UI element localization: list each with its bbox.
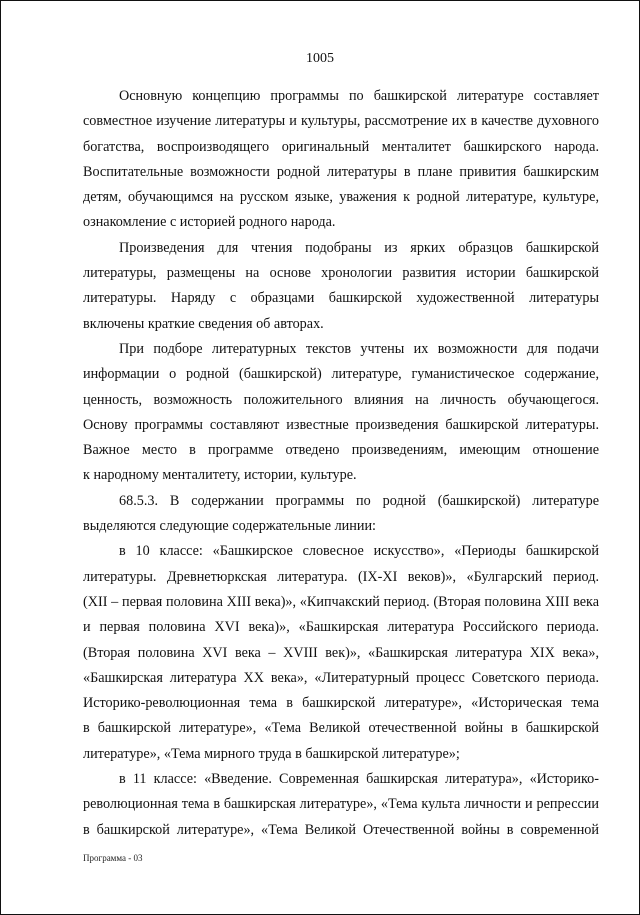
text-line: Основную концепцию программы по башкирской литературе составляет — [119, 88, 599, 104]
text-line: литературы. Наряду с образцами башкирской художественной литературы — [83, 290, 599, 307]
page-footer: Программа - 03 — [83, 853, 143, 863]
text-line: Важное место в программе отведено произведениям, имеющим отношение — [83, 442, 599, 459]
text-line: литературе», «Тема мирного труда в башкирской литературе»; — [83, 745, 460, 762]
text-line: и первая половина XVI века)», «Башкирская литература Российского периода. — [83, 619, 599, 636]
document-body — [83, 84, 599, 843]
text-line: в 11 классе: «Введение. Современная башкирская литература», «Историко- — [119, 771, 599, 788]
text-line: Основу программы составляют известные произведения башкирской литературы. — [83, 416, 599, 433]
text-line: (XII – первая половина XIII века)», «Кипчакский период. (Вторая половина XIII века — [83, 593, 599, 610]
text-line: богатства, воспроизводящего оригинальный менталитет башкирского народа. — [83, 138, 599, 155]
text-line: в башкирской литературе», «Тема Великой отечественной войны в башкирской — [83, 720, 599, 737]
text-line: Историко-революционная тема в башкирской литературе», «Историческая тема — [83, 695, 599, 712]
text-line: (Вторая половина XVI века – XVIII век)», «Башкирская литература XIX века», — [83, 644, 599, 661]
text-line: ценность, возможность положительного влияния на личность обучающегося. — [83, 391, 599, 408]
text-line: 68.5.3. В содержании программы по родной (башкирской) литературе — [119, 492, 599, 509]
text-line: выделяются следующие содержательные линии: — [83, 518, 376, 535]
text-line: При подборе литературных текстов учтены их возможности для подачи — [119, 340, 599, 357]
text-line: информации о родной (башкирской) литературе, гуманистическое содержание, — [83, 366, 599, 383]
text-line: совместное изучение литературы и культуры, рассмотрение их в качестве духовного — [83, 113, 599, 130]
text-line: революционная тема в башкирская литературе», «Тема культа личности и репрессии — [83, 796, 599, 813]
text-line: Произведения для чтения подобраны из ярких образцов башкирской — [119, 239, 599, 256]
text-line: в башкирской литературе», «Тема Великой Отечественной войны в современной — [83, 821, 599, 838]
text-line: Воспитательные возможности родной литературы в плане привития башкирским — [83, 163, 599, 180]
text-line: к народному менталитету, истории, культуре. — [83, 467, 357, 484]
text-line: «Башкирская литература XX века», «Литературный процесс Советского периода. — [83, 669, 599, 686]
page-number: 1005 — [306, 51, 334, 66]
text-line: детям, обучающимся на русском языке, уважения к родной литературе, культуре, — [83, 189, 599, 206]
text-line: литературы. Древнетюркская литература. (IX-XI веков)», «Булгарский период. — [83, 568, 599, 585]
text-line: литературы, размещены на основе хронологии развития истории башкирской — [83, 265, 599, 282]
text-line: ознакомление с историей родного народа. — [83, 214, 336, 231]
text-line: в 10 классе: «Башкирское словесное искусство», «Периоды башкирской — [119, 543, 599, 560]
text-line: включены краткие сведения об авторах. — [83, 315, 324, 332]
